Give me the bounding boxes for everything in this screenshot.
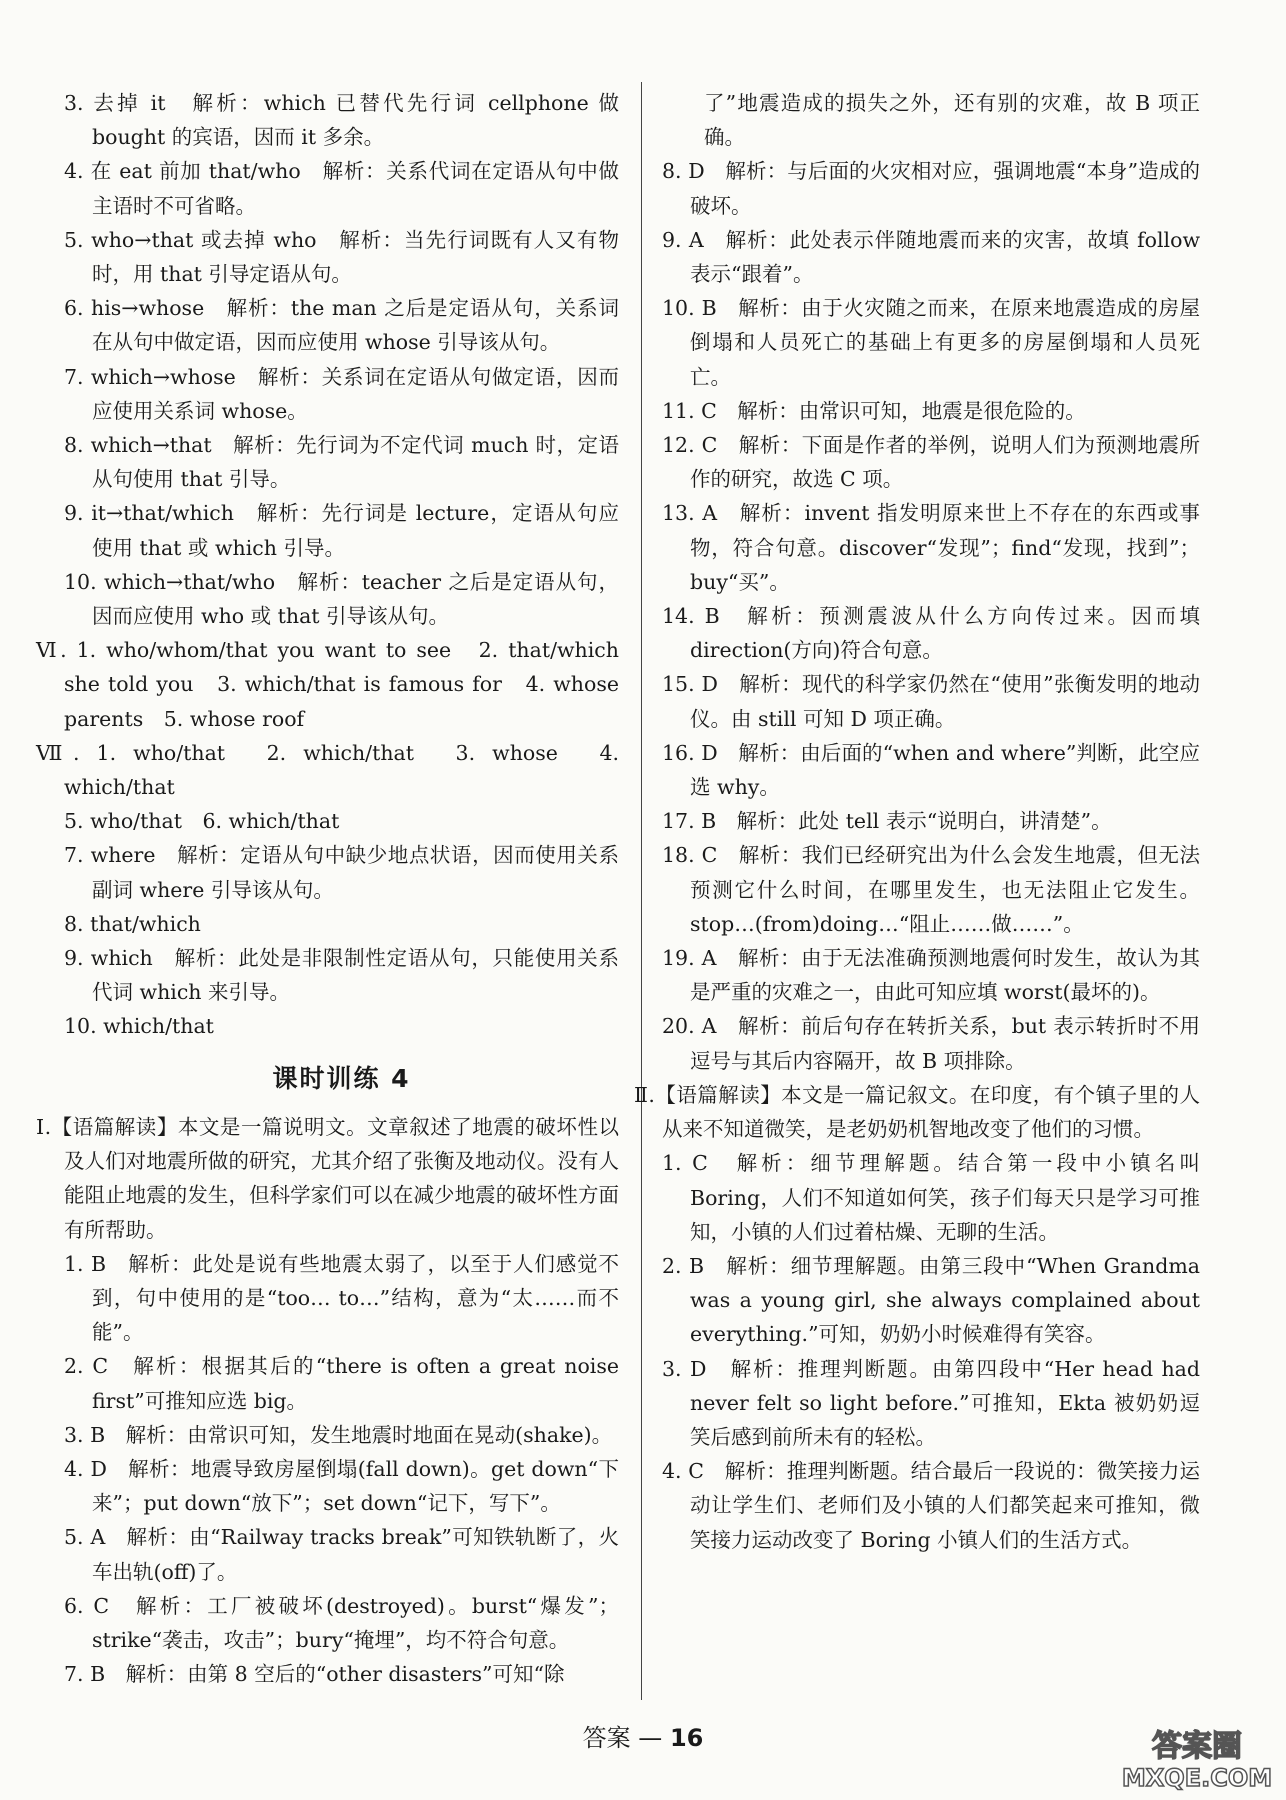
answer-item: 8. that/which <box>64 911 201 936</box>
answer-item: 14. B 解析：预测震波从什么方向传过来。因而填 direction(方向)符合句意。 <box>662 604 1200 663</box>
answer-item: 5. who→that 或去掉 who 解析：当先行词既有人又有物时，用 that 引导定语从句。 <box>64 227 619 287</box>
answer-item: 3. D 解析：推理判断题。由第四段中“Her head had never felt so light before.”可推知，Ekta 被奶奶逗笑后感到前所未有的轻松。 <box>662 1356 1200 1449</box>
answer-item: 15. D 解析：现代的科学家仍然在“使用”张衡发明的地动仪。由 still 可知 D 项正确。 <box>662 672 1200 731</box>
footer-label: 答案 <box>582 1724 631 1752</box>
left-column <box>36 86 619 1691</box>
answer-item: 3. 去掉 it 解析：which 已替代先行词 cellphone 做 bought 的宾语，因而 it 多余。 <box>64 91 619 150</box>
column-divider <box>641 82 642 1700</box>
answer-item: 6. C 解析：工厂被破坏(destroyed)。burst“爆发”；strike“袭击，攻击”；bury“掩埋”，均不符合句意。 <box>64 1593 619 1652</box>
answer-item: 6. his→whose 解析：the man 之后是定语从句，关系词在从句中做定语，因而应使用 whose 引导该从句。 <box>64 296 619 355</box>
page-number: 16 <box>669 1724 704 1752</box>
answer-item: 19. A 解析：由于无法准确预测地震何时发生，故认为其是严重的灾难之一，由此可知应填 worst(最坏的)。 <box>662 946 1200 1005</box>
answer-item: 7. which→whose 解析：关系词在定语从句做定语，因而应使用关系词 whose。 <box>64 364 619 423</box>
answer-item: 10. B 解析：由于火灾随之而来，在原来地震造成的房屋倒塌和人员死亡的基础上有更多的房屋倒塌和人员死亡。 <box>662 296 1200 389</box>
watermark-url: MXQE.COM <box>1122 1764 1272 1792</box>
answer-item: 7. where 解析：定语从句中缺少地点状语，因而使用关系副词 where 引导该从句。 <box>64 843 619 902</box>
answer-item: 11. C 解析：由常识可知，地震是很危险的。 <box>662 398 1086 423</box>
answer-item: 7. B 解析：由第 8 空后的“other disasters”可知“除 <box>64 1662 565 1687</box>
answer-item: 8. which→that 解析：先行词为不定代词 much 时，定语从句使用 that 引导。 <box>64 433 619 492</box>
answer-item: 5. who/that 6. which/that <box>64 809 340 834</box>
answer-item: 1. C 解析：细节理解题。结合第一段中小镇名叫 Boring，人们不知道如何笑，孩子们每天只是学习可推知，小镇的人们过着枯燥、无聊的生活。 <box>662 1151 1200 1244</box>
answer-item: 18. C 解析：我们已经研究出为什么会发生地震，但无法预测它什么时间，在哪里发生，也无法阻止它发生。stop…(from)doing…“阻止……做……”。 <box>662 843 1200 936</box>
answer-item: 10. which→that/who 解析：teacher 之后是定语从句，因而应使用 who 或 that 引导该从句。 <box>64 569 619 629</box>
answer-item: 4. D 解析：地震导致房屋倒塌(fall down)。get down“下来”；put down“放下”；set down“记下，写下”。 <box>64 1456 619 1516</box>
answer-item: 9. A 解析：此处表示伴随地震而来的灾害，故填 follow表示“跟着”。 <box>662 227 1200 287</box>
section-heading: 课时训练 4 <box>272 1063 411 1093</box>
answer-item: 4. 在 eat 前加 that/who 解析：关系代词在定语从句中做主语时不可省略。 <box>64 159 619 218</box>
right-column <box>634 86 1200 1557</box>
page-footer <box>0 1718 1286 1753</box>
answer-item: 9. which 解析：此处是非限制性定语从句，只能使用关系代词 which 来引导。 <box>64 946 619 1005</box>
answer-item: 5. A 解析：由“Railway tracks break”可知铁轨断了，火车出轨(off)了。 <box>64 1525 619 1584</box>
answer-item: 17. B 解析：此处 tell 表示“说明白，讲清楚”。 <box>662 809 1112 834</box>
reading-intro: Ⅱ.【语篇解读】本文是一篇记叙文。在印度，有个镇子里的人从来不知道微笑，是老奶奶机智地改变了他们的习惯。 <box>634 1082 1200 1142</box>
section-6-answers: Ⅵ. 1. who/whom/that you want to see 2. that/which she told you 3. which/that is famous for 4. whose parents 5. whose roof <box>36 638 619 731</box>
answer-item: 13. A 解析：invent 指发明原来世上不存在的东西或事物，符合句意。discover“发现”；find“发现，找到”；buy“买”。 <box>662 501 1200 594</box>
watermark-logo <box>1122 1722 1272 1792</box>
answer-item: 4. C 解析：推理判断题。结合最后一段说的：微笑接力运动让学生们、老师们及小镇的人们都笑起来可推知，微笑接力运动改变了 Boring 小镇人们的生活方式。 <box>662 1459 1200 1552</box>
answer-item: 10. which/that <box>64 1014 214 1039</box>
reading-intro: Ⅰ.【语篇解读】本文是一篇说明文。文章叙述了地震的破坏性以及人们对地震所做的研究，尤其介绍了张衡及地动仪。没有人能阻止地震的发生，但科学家们可以在减少地震的破坏性方面有所帮助。 <box>36 1114 619 1242</box>
footer-dash: — <box>638 1724 663 1752</box>
answer-item: 20. A 解析：前后句存在转折关系，but 表示转折时不用逗号与其后内容隔开，故 B 项排除。 <box>662 1014 1200 1073</box>
section-7-answers: Ⅶ. 1. who/that 2. which/that 3. whose 4. which/that <box>36 740 619 800</box>
answer-continuation: 了”地震造成的损失之外，还有别的灾难，故 B 项正确。 <box>704 91 1200 150</box>
answer-item: 16. D 解析：由后面的“when and where”判断，此空应选 why。 <box>662 740 1200 800</box>
answer-item: 12. C 解析：下面是作者的举例，说明人们为预测地震所作的研究，故选 C 项。 <box>662 433 1200 492</box>
answer-item: 8. D 解析：与后面的火灾相对应，强调地震“本身”造成的破坏。 <box>662 159 1200 218</box>
answer-item: 9. it→that/which 解析：先行词是 lecture，定语从句应使用 that 或 which 引导。 <box>64 501 619 560</box>
answer-item: 2. B 解析：细节理解题。由第三段中“When Grandma was a young girl, she always complained about everything.”可知，奶奶小时候难得有笑容。 <box>662 1253 1200 1347</box>
watermark-text: 答案圈 <box>1152 1729 1242 1764</box>
answer-item: 3. B 解析：由常识可知，发生地震时地面在晃动(shake)。 <box>64 1422 613 1447</box>
answer-item: 2. C 解析：根据其后的“there is often a great noise first”可推知应选 big。 <box>64 1354 619 1413</box>
answer-item: 1. B 解析：此处是说有些地震太弱了，以至于人们感觉不到，句中使用的是“too… to…”结构，意为“太……而不能”。 <box>64 1251 619 1345</box>
